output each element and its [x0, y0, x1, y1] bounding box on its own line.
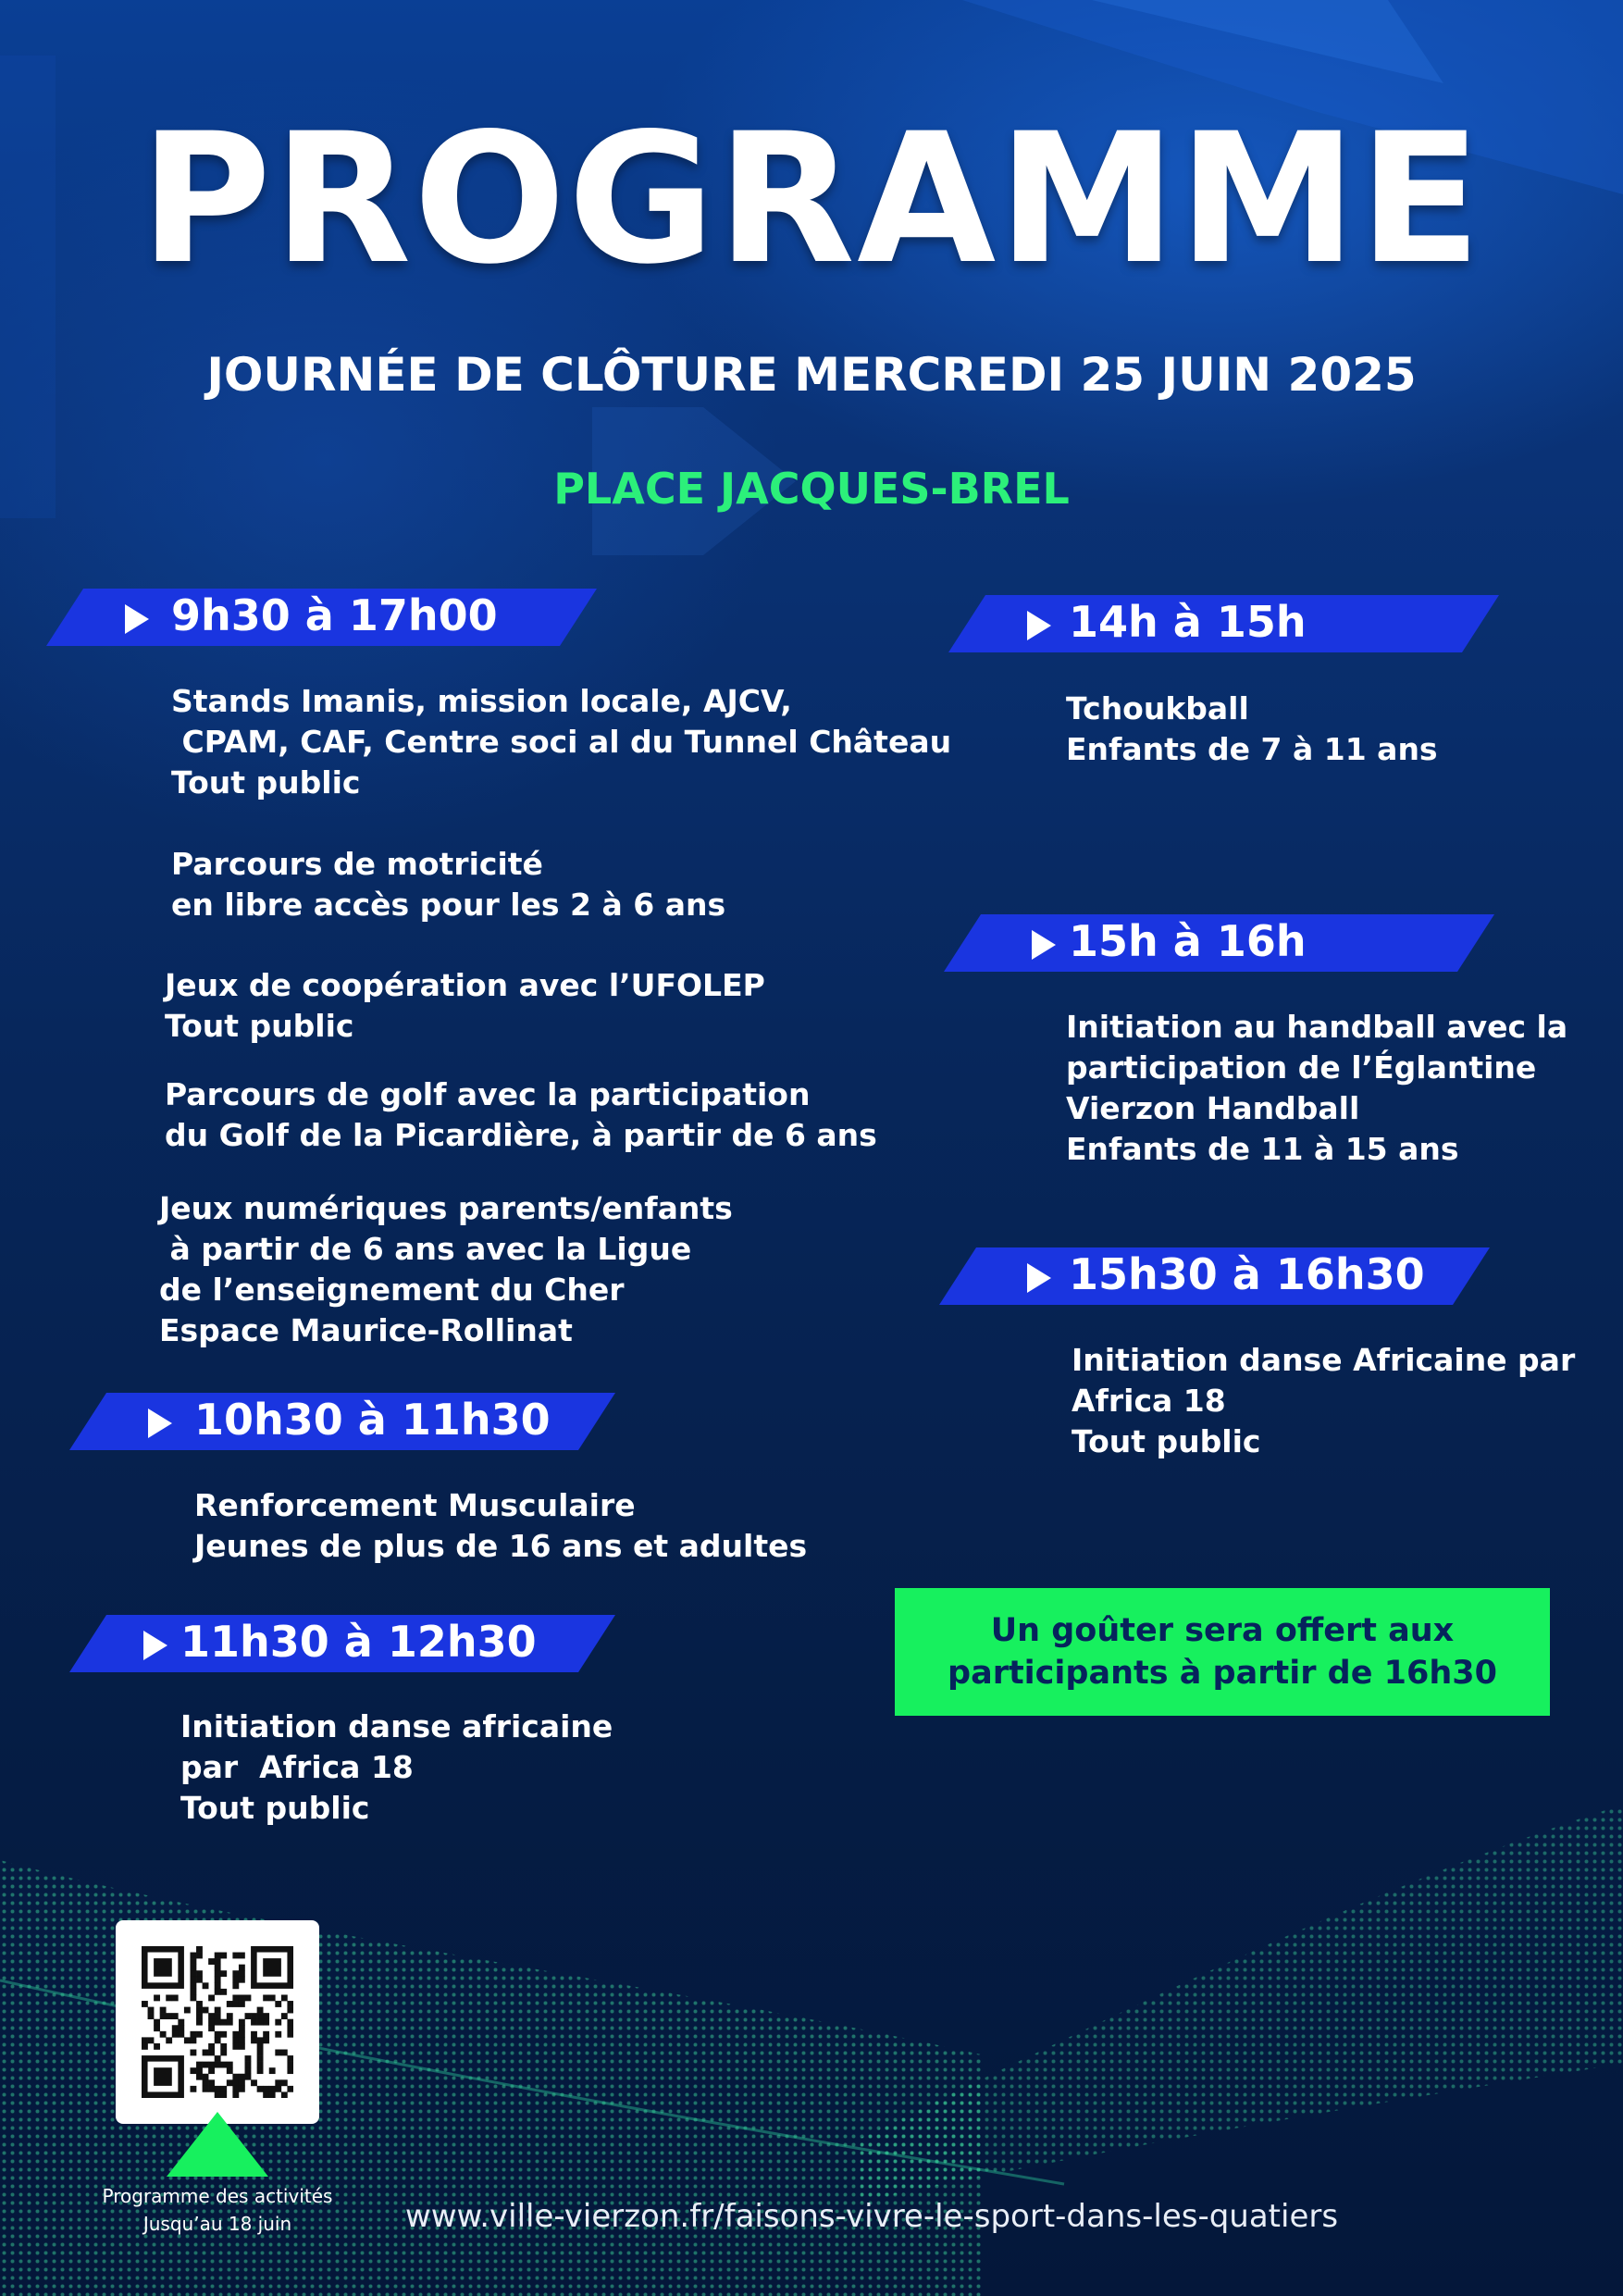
- activity-line: Jeux numériques parents/enfants: [159, 1190, 733, 1226]
- event-location: PLACE JACQUES-BREL: [553, 464, 1070, 514]
- play-icon: [1027, 611, 1051, 640]
- activity-handball: [1066, 1007, 1567, 1170]
- play-icon: [1032, 930, 1056, 960]
- activity-golf: [165, 1074, 877, 1156]
- event-subtitle: JOURNÉE DE CLÔTURE MERCREDI 25 JUIN 2025: [206, 348, 1417, 402]
- qr-caption-line: Jusqu’au 18 juin: [142, 2213, 292, 2235]
- footer-url[interactable]: www.ville-vierzon.fr/faisons-vivre-le-sport-dans-les-quatiers: [404, 2198, 1339, 2235]
- time-label: 9h30 à 17h00: [171, 590, 498, 640]
- time-label: 14h à 15h: [1069, 597, 1307, 647]
- activity-line: Initiation danse Africaine par: [1072, 1342, 1576, 1378]
- activity-line: Tout public: [165, 1008, 354, 1044]
- time-banner-10h30: [69, 1393, 615, 1450]
- activity-line: à partir de 6 ans avec la Ligue: [159, 1231, 692, 1267]
- activity-line: participation de l’Églantine: [1066, 1049, 1537, 1086]
- activity-line: Vierzon Handball: [1066, 1090, 1360, 1126]
- activity-line: Renforcement Musculaire: [194, 1487, 636, 1523]
- time-banner-11h30: [69, 1615, 615, 1672]
- gouter-line: participants à partir de 16h30: [948, 1655, 1497, 1692]
- time-banner-15h30: [939, 1247, 1490, 1305]
- activity-line: du Golf de la Picardière, à partir de 6 ans: [165, 1117, 877, 1153]
- play-icon: [125, 604, 149, 634]
- play-icon: [148, 1409, 172, 1438]
- play-icon: [1027, 1263, 1051, 1293]
- activity-line: Parcours de golf avec la participation: [165, 1076, 811, 1112]
- activity-renforcement: [194, 1485, 807, 1567]
- activity-stands: [171, 681, 951, 803]
- qr-caption-line: Programme des activités: [102, 2185, 333, 2207]
- activity-line: Africa 18: [1072, 1383, 1226, 1419]
- activity-line: Stands Imanis, mission locale, AJCV,: [171, 683, 792, 719]
- page-title: PROGRAMME: [140, 94, 1483, 304]
- time-banner-14h: [948, 595, 1499, 652]
- activity-line: Jeux de coopération avec l’UFOLEP: [165, 967, 765, 1003]
- time-label: 15h30 à 16h30: [1069, 1249, 1425, 1299]
- activity-line: Espace Maurice-Rollinat: [159, 1312, 573, 1348]
- qr-code[interactable]: [116, 1920, 319, 2124]
- activity-line: par Africa 18: [180, 1749, 414, 1785]
- activity-line: Enfants de 11 à 15 ans: [1066, 1131, 1459, 1167]
- activity-line: Tchoukball: [1066, 690, 1249, 726]
- activity-line: Tout public: [1072, 1423, 1261, 1459]
- activity-line: en libre accès pour les 2 à 6 ans: [171, 887, 726, 923]
- gouter-notice: [895, 1588, 1550, 1716]
- activity-line: Initiation au handball avec la: [1066, 1009, 1568, 1045]
- time-label: 10h30 à 11h30: [194, 1395, 551, 1445]
- activity-line: Initiation danse africaine: [180, 1708, 613, 1744]
- activity-line: Tout public: [180, 1790, 370, 1826]
- activity-line: Tout public: [171, 764, 361, 800]
- activity-jeux-numeriques: [159, 1188, 733, 1351]
- time-label: 15h à 16h: [1069, 916, 1307, 966]
- activity-line: de l’enseignement du Cher: [159, 1272, 625, 1308]
- activity-motricite: [171, 844, 725, 925]
- arrow-up-icon: [167, 2112, 268, 2177]
- activity-tchoukball: [1066, 689, 1438, 770]
- time-label: 11h30 à 12h30: [180, 1617, 537, 1667]
- qr-code-icon: [142, 1946, 293, 2098]
- activity-line: Enfants de 7 à 11 ans: [1066, 731, 1438, 767]
- activity-danse-africaine-2: [1072, 1340, 1575, 1462]
- activity-line: CPAM, CAF, Centre soci al du Tunnel Château: [171, 724, 952, 760]
- time-banner-9h30: [46, 589, 597, 646]
- gouter-line: Un goûter sera offert aux: [990, 1612, 1455, 1649]
- activity-line: Parcours de motricité: [171, 846, 543, 882]
- activity-cooperation: [165, 965, 765, 1047]
- time-banner-15h: [944, 914, 1494, 972]
- play-icon: [143, 1631, 167, 1660]
- activity-danse-africaine-1: [180, 1706, 613, 1829]
- activity-line: Jeunes de plus de 16 ans et adultes: [194, 1528, 808, 1564]
